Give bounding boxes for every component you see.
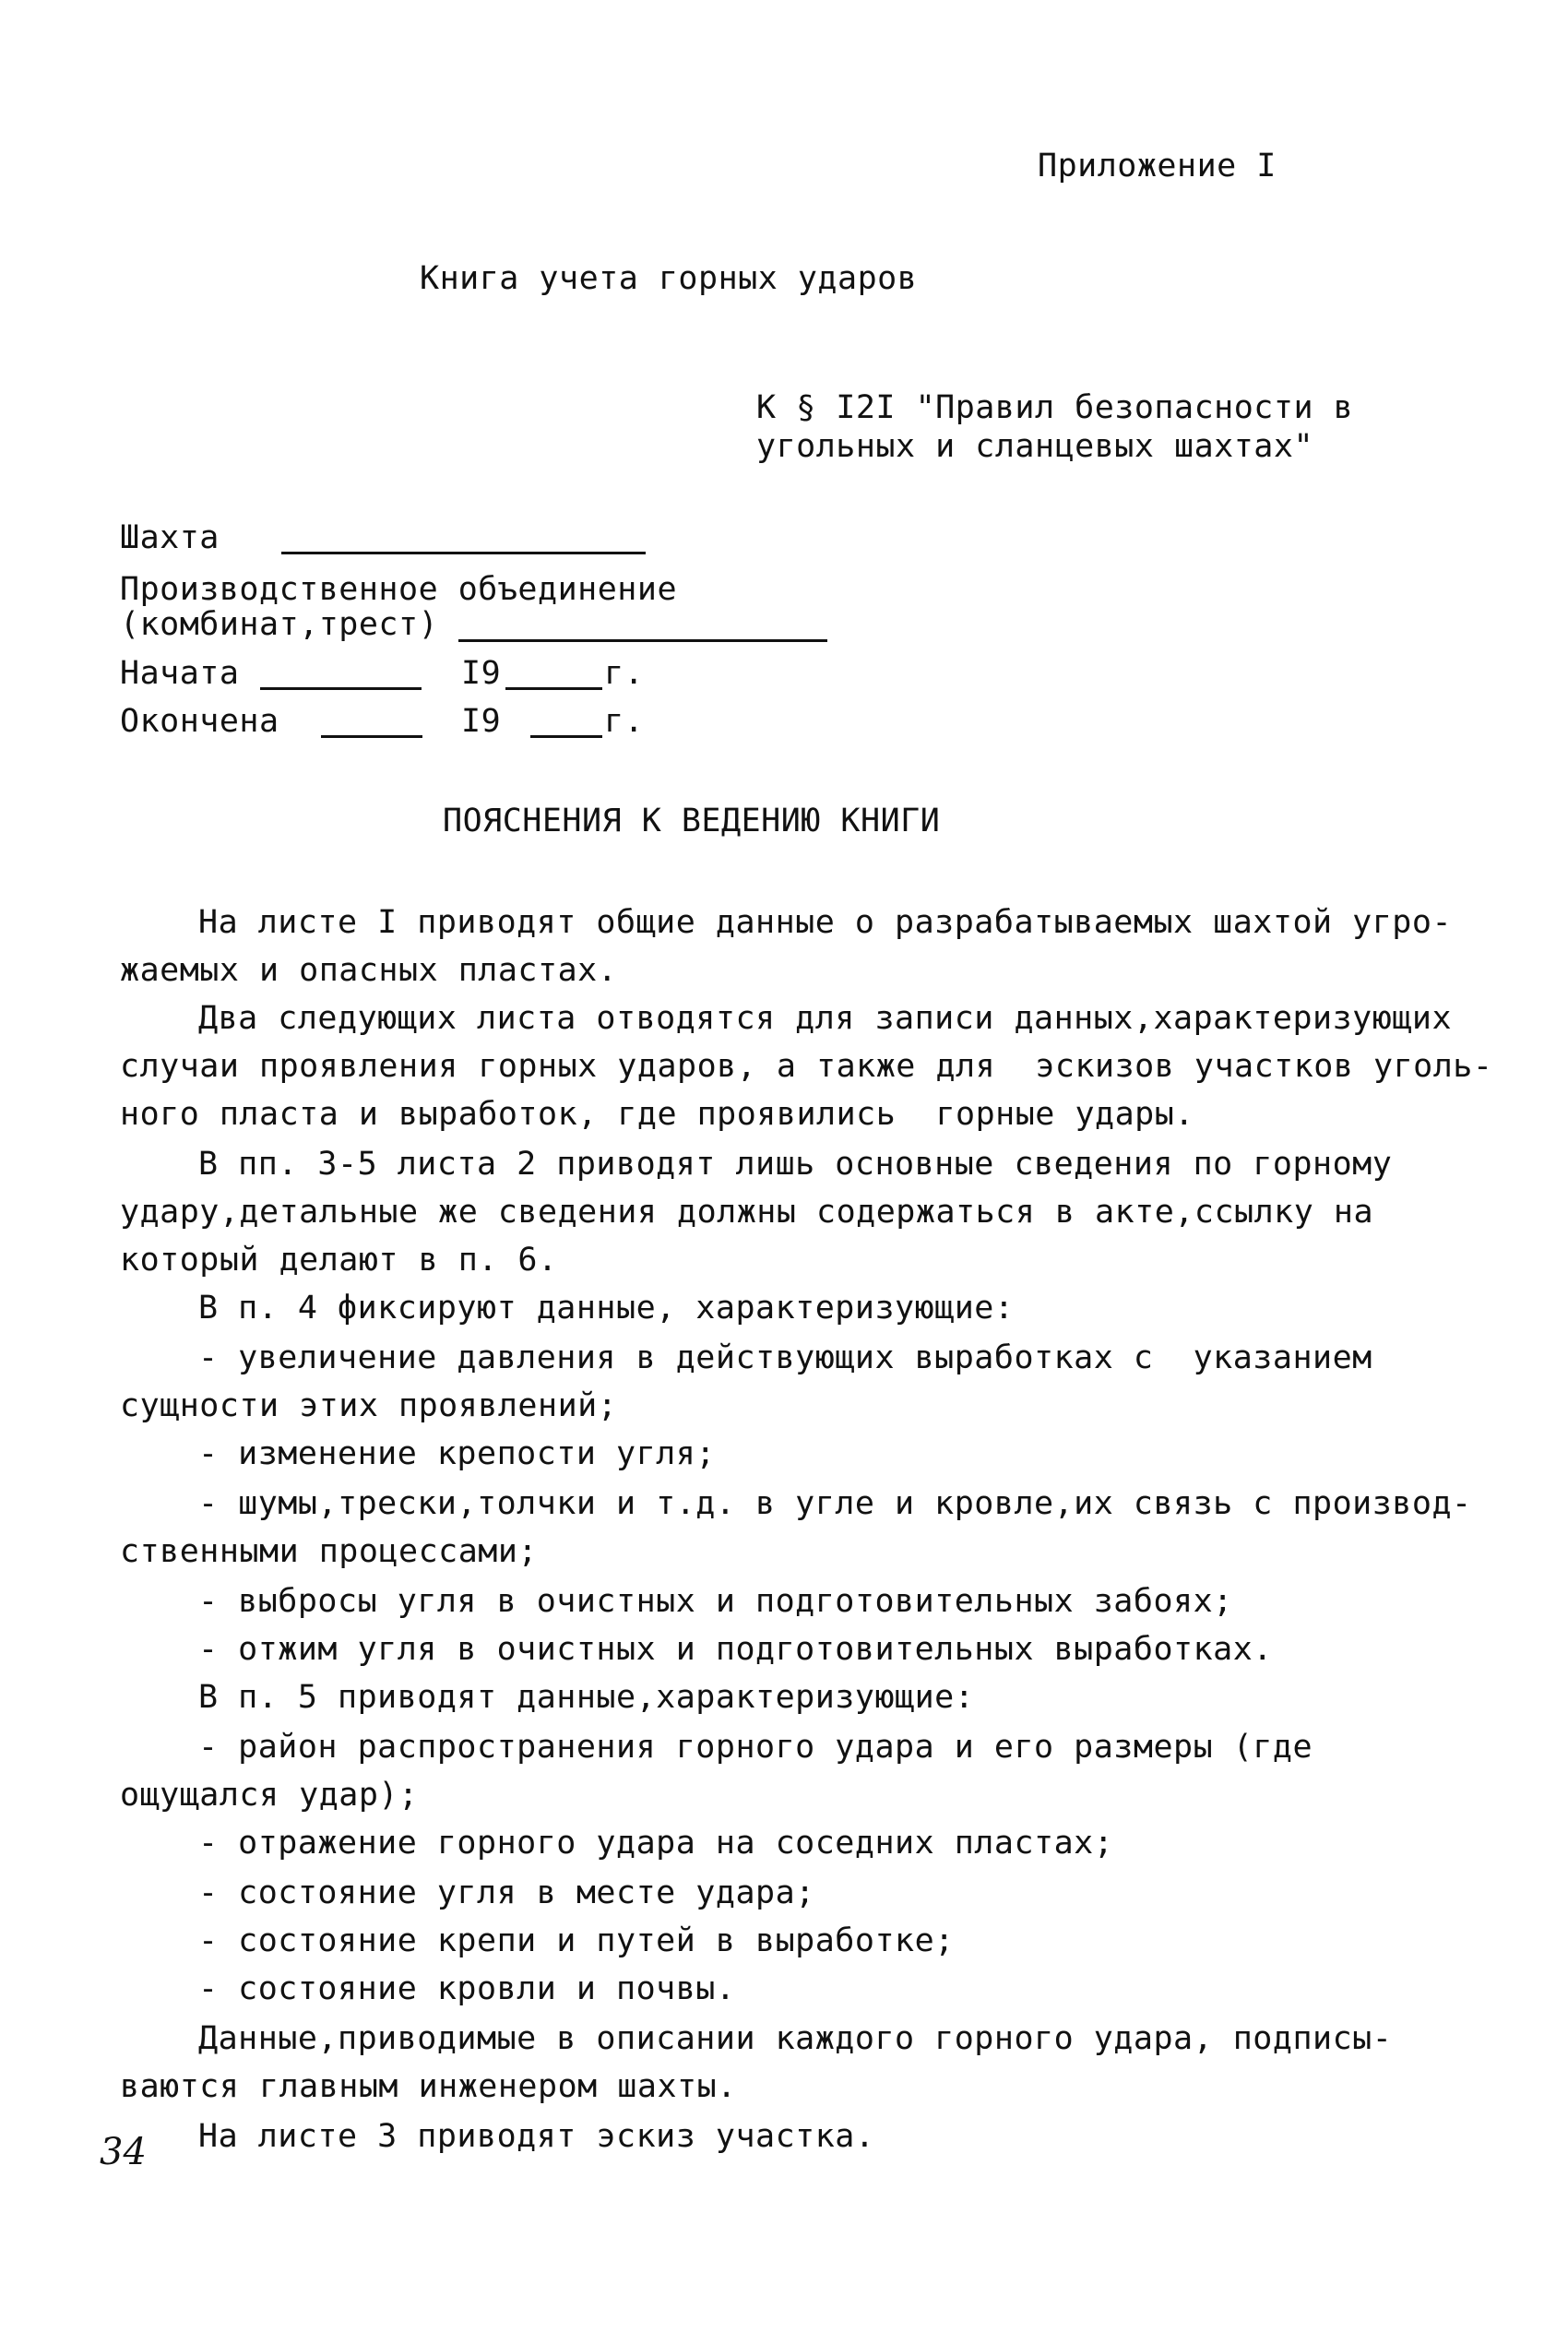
text-line: Данные,приводимые в описании каждого горного удара, подписы-	[198, 2020, 1393, 2057]
ended-date-blank	[321, 735, 422, 738]
explanations-heading: ПОЯСНЕНИЯ К ВЕДЕНИЮ КНИГИ	[443, 803, 941, 839]
text-line: - состояние крепи и путей в выработке;	[198, 1922, 955, 1959]
text-line: - состояние кровли и почвы.	[198, 1970, 736, 2007]
book-title: Книга учета горных ударов	[420, 260, 918, 297]
text-line: - выбросы угля в очистных и подготовительных забоях;	[198, 1583, 1233, 1620]
ended-label: Окончена	[120, 703, 279, 740]
ended-year-prefix: I9	[461, 703, 502, 740]
text-line: - изменение крепости угля;	[198, 1435, 716, 1472]
association-sub-label: (комбинат,трест)	[120, 606, 439, 643]
text-line: На листе I приводят общие данные о разрабатываемых шахтой угро-	[198, 904, 1453, 941]
text-line: жаемых и опасных пластах.	[120, 952, 618, 989]
started-label: Начата	[120, 655, 240, 692]
text-line: сущности этих проявлений;	[120, 1387, 618, 1424]
text-line: ваются главным инженером шахты.	[120, 2068, 737, 2105]
text-line: который делают в п. 6.	[120, 1242, 558, 1279]
appendix-label: Приложение I	[1038, 148, 1277, 184]
text-line: - шумы,трески,толчки и т.д. в угле и кровле,их связь с производ-	[198, 1485, 1472, 1522]
text-line: ственными процессами;	[120, 1533, 539, 1570]
text-line: - отражение горного удара на соседних пластах;	[198, 1825, 1114, 1862]
text-line: Два следующих листа отводятся для записи данных,характеризующих	[198, 1000, 1453, 1037]
text-line: - отжим угля в очистных и подготовительных выработках.	[198, 1631, 1273, 1668]
started-date-blank	[260, 687, 422, 690]
text-line: случаи проявления горных ударов, а также для эскизов участков уголь-	[120, 1048, 1493, 1085]
text-line: В п. 5 приводят данные,характеризующие:	[198, 1679, 975, 1716]
ended-year-suffix: г.	[604, 703, 645, 740]
association-blank-field	[458, 639, 827, 642]
started-year-blank	[505, 687, 602, 690]
page-number: 34	[100, 2131, 147, 2173]
started-year-prefix: I9	[461, 655, 502, 692]
reference-line-2: угольных и сланцевых шахтах"	[756, 428, 1314, 465]
association-label: Производственное объединение	[120, 571, 678, 608]
started-year-suffix: г.	[604, 655, 645, 692]
mine-label: Шахта	[120, 519, 220, 556]
text-line: В п. 4 фиксируют данные, характеризующие:	[198, 1290, 1015, 1327]
reference-line-1: К § I2I "Правил безопасности в	[756, 389, 1354, 426]
text-line: - состояние угля в месте удара;	[198, 1874, 815, 1911]
text-line: На листе 3 приводят эскиз участка.	[198, 2118, 875, 2155]
text-line: - район распространения горного удара и его размеры (где	[198, 1729, 1313, 1766]
text-line: ного пласта и выработок, где проявились горные удары.	[120, 1096, 1194, 1133]
text-line: - увеличение давления в действующих выработках с указанием	[198, 1339, 1372, 1376]
mine-blank-field	[281, 552, 646, 554]
ended-year-blank	[530, 735, 602, 738]
text-line: ощущался удар);	[120, 1777, 419, 1814]
text-line: удару,детальные же сведения должны содержаться в акте,ссылку на	[120, 1194, 1374, 1231]
text-line: В пп. 3-5 листа 2 приводят лишь основные сведения по горному	[198, 1146, 1393, 1183]
